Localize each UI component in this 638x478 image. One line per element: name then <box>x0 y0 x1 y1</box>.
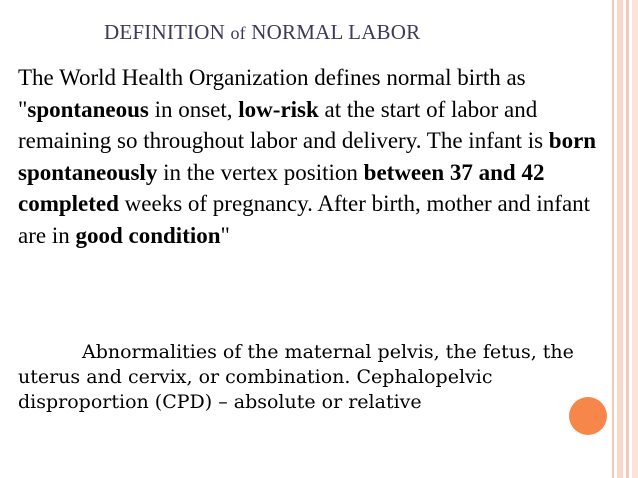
definition-text: at the start of labor and remaining so throughout labor and delivery. The infant is <box>18 96 549 154</box>
title-part: NORMAL LABOR <box>245 20 421 44</box>
definition-paragraph <box>18 62 610 252</box>
definition-text: in the vertex position <box>157 159 364 185</box>
decorative-circle <box>569 397 607 435</box>
edge-stripe <box>617 0 623 478</box>
definition-bold: spontaneous <box>27 96 149 122</box>
cpd-text: Cephalopelvic disproportion (CPD) – absolute or relative <box>18 366 493 413</box>
abnormalities-paragraph <box>18 340 578 415</box>
edge-stripe <box>632 0 638 478</box>
definition-text: in onset, <box>148 96 239 122</box>
definition-bold: low-risk <box>238 96 319 122</box>
definition-bold: between 37 and 42 completed <box>18 159 545 217</box>
edge-stripe <box>612 0 614 478</box>
definition-text: " <box>220 222 230 248</box>
title-part: of <box>230 23 246 43</box>
definition-bold: born spontaneously <box>18 128 597 185</box>
slide-title <box>104 20 420 45</box>
title-part: DEFINITION <box>104 20 231 44</box>
definition-text: weeks of pregnancy. After birth, mother and infant are in <box>18 191 591 248</box>
definition-text: The World Health Organization defines normal birth as " <box>18 65 526 122</box>
abnormalities-text: Abnormalities of the maternal pelvis, the fetus, the uterus and cervix, or combination. <box>18 341 574 388</box>
edge-stripe <box>626 0 629 478</box>
definition-bold: good condition <box>75 222 221 248</box>
